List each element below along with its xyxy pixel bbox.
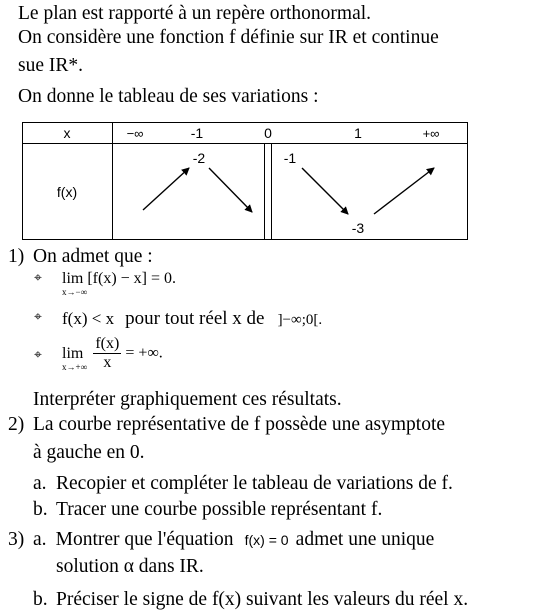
arrow-decreasing-1 xyxy=(209,168,252,212)
intro-line-1: Le plan est rapporté à un repère orthonormal. xyxy=(18,3,372,24)
x-value-minus-infinity: −∞ xyxy=(126,126,144,141)
q3-b-label: b. xyxy=(33,589,48,610)
q3-a-line-2: solution α dans IR. xyxy=(56,556,204,577)
arrow-increasing-2 xyxy=(374,168,434,214)
q2-number: 2) xyxy=(8,414,25,435)
q1-number: 1) xyxy=(8,246,25,267)
fx-label: f(x) xyxy=(56,184,78,200)
arrow-decreasing-2 xyxy=(302,168,348,214)
x-value-0: 0 xyxy=(264,125,272,141)
q1-item-2 xyxy=(62,308,322,330)
lim-subscript: x→+∞ xyxy=(62,361,87,372)
limit-value: = +∞. xyxy=(125,344,163,362)
x-value-plus-infinity: +∞ xyxy=(422,126,440,141)
q3-a-text-2: admet une unique xyxy=(295,529,435,550)
q1-intro: On admet que : xyxy=(33,246,153,267)
fx-value-minus-1: -1 xyxy=(283,150,297,166)
fraction xyxy=(93,335,121,372)
table-border xyxy=(23,123,468,240)
bullet-icon: ⌖ xyxy=(34,347,42,363)
inequality-text: pour tout réel x de xyxy=(125,308,265,329)
variation-table xyxy=(0,117,550,247)
lim-subscript: x→−∞ xyxy=(62,287,87,297)
x-value-minus-1: -1 xyxy=(190,125,204,141)
q2-line-1: La courbe représentative de f possède une asymptote xyxy=(33,414,446,435)
q1-item-3 xyxy=(62,335,163,372)
q1-conclusion: Interpréter graphiquement ces résultats. xyxy=(33,389,342,410)
q3-a-text-1: Montrer que l'équation xyxy=(55,529,234,550)
intro-line-2: On considère une fonction f définie sur IR et continue xyxy=(18,27,439,48)
q2-a-text: Recopier et compléter le tableau de variations de f. xyxy=(56,473,453,494)
q2-b-label: b. xyxy=(33,499,48,520)
intro-line-4: On donne le tableau de ses variations : xyxy=(18,86,319,107)
q2-b-text: Tracer une courbe possible représentant f. xyxy=(56,499,383,520)
q3-a-label: a. xyxy=(33,529,47,550)
q1-item-1 xyxy=(62,270,177,297)
x-label: x xyxy=(63,125,71,141)
bullet-icon: ⌖ xyxy=(34,309,42,325)
inequality: f(x) < x xyxy=(62,309,115,328)
interval: ]−∞;0[. xyxy=(277,312,323,328)
lim-operator: lim x→−∞ xyxy=(62,270,87,297)
intro-line-3: sue IR*. xyxy=(18,55,83,76)
limit-expression: [f(x) − x] = 0. xyxy=(87,270,177,287)
fx-value-minus-2: -2 xyxy=(192,150,206,166)
equation: f(x) = 0 xyxy=(244,532,289,548)
fx-value-minus-3: -3 xyxy=(351,220,365,236)
q2-a-label: a. xyxy=(33,473,47,494)
q3-number: 3) xyxy=(8,529,25,550)
bullet-icon: ⌖ xyxy=(34,270,42,286)
fraction-denominator: x xyxy=(103,354,112,371)
q3-b-text: Préciser le signe de f(x) suivant les valeurs du réel x. xyxy=(56,589,469,610)
x-value-1: 1 xyxy=(354,125,362,141)
q2-line-2: à gauche en 0. xyxy=(33,442,145,463)
arrow-increasing-1 xyxy=(143,168,189,210)
fraction-numerator: f(x) xyxy=(95,335,120,352)
lim-operator: lim x→+∞ xyxy=(62,344,87,372)
q3-a-line-1 xyxy=(33,529,434,551)
